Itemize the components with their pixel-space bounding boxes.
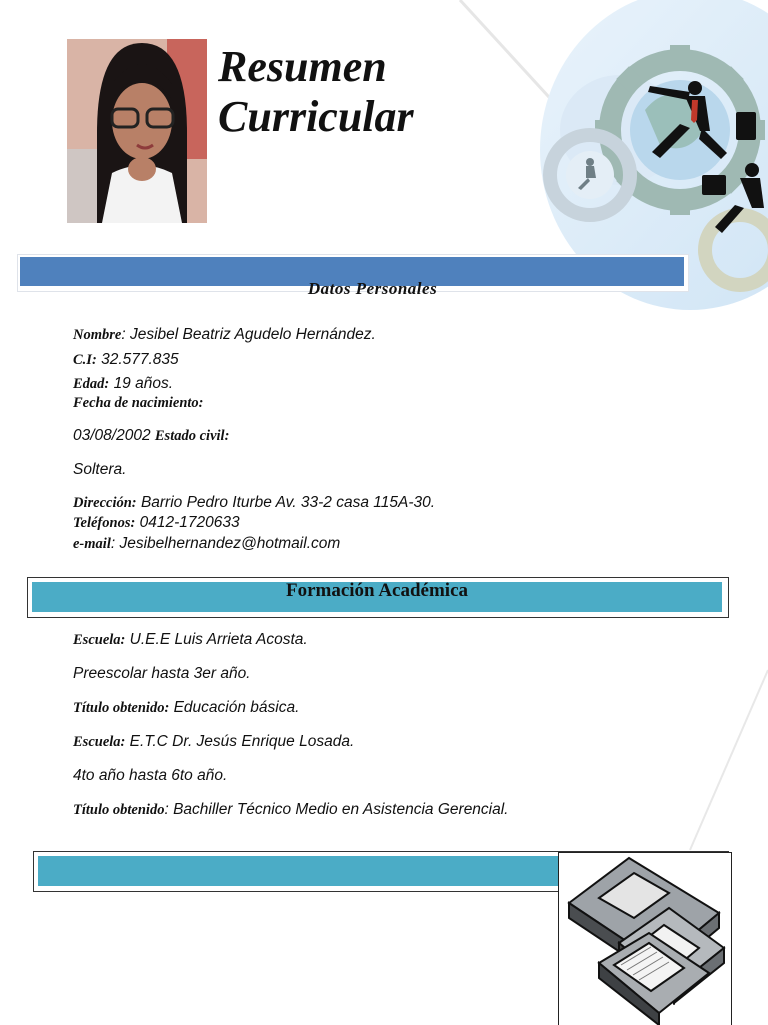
title1-value: Educación básica. bbox=[173, 699, 300, 716]
birth-label: Fecha de nacimiento: bbox=[73, 395, 204, 411]
birth-value: 03/08/2002 bbox=[73, 427, 151, 444]
third-section-bar bbox=[38, 856, 566, 886]
floppy-icon bbox=[559, 853, 731, 1025]
phone-label: Teléfonos: bbox=[73, 515, 136, 531]
address-value: Barrio Pedro Iturbe Av. 33-2 casa 115A-30. bbox=[140, 494, 436, 511]
school1-label: Escuela: bbox=[73, 632, 126, 648]
school2-line bbox=[73, 733, 354, 751]
title2-label: Título obtenido bbox=[73, 802, 165, 818]
school1-value: U.E.E Luis Arrieta Acosta. bbox=[129, 631, 308, 648]
email-label: e-mail bbox=[73, 536, 111, 552]
civil-value: Soltera. bbox=[73, 461, 127, 478]
ci-label: C.I: bbox=[73, 352, 97, 368]
address-line bbox=[73, 494, 435, 512]
civil-label: Estado civil: bbox=[154, 428, 230, 444]
civil-value-line bbox=[73, 461, 126, 479]
ci-line bbox=[73, 351, 179, 369]
decorative-line bbox=[680, 660, 768, 860]
school1-line bbox=[73, 631, 308, 649]
name-line: Nombre: Jesibel Beatriz Agudelo Hernández. bbox=[73, 326, 376, 343]
birth-civil-line bbox=[73, 427, 229, 445]
ci-value: 32.577.835 bbox=[101, 351, 179, 368]
title2-line: Título obtenido: Bachiller Técnico Medio en Asistencia Gerencial. bbox=[73, 801, 509, 818]
name-label: Nombre bbox=[73, 327, 122, 343]
title-line-1: Resumen bbox=[218, 42, 387, 91]
age-label: Edad: bbox=[73, 376, 110, 392]
profile-photo bbox=[67, 39, 207, 223]
school1-range: Preescolar hasta 3er año. bbox=[73, 665, 251, 682]
phone-line bbox=[73, 514, 240, 532]
floppy-disks-clipart bbox=[558, 852, 732, 1025]
school2-label: Escuela: bbox=[73, 734, 126, 750]
document-title bbox=[218, 42, 414, 142]
title1-line bbox=[73, 699, 299, 717]
phone-value: 0412-1720633 bbox=[139, 514, 240, 531]
title-line-2: Curricular bbox=[218, 92, 414, 141]
title2-value: Bachiller Técnico Medio en Asistencia Gerencial. bbox=[173, 801, 509, 818]
title1-label: Título obtenido: bbox=[73, 700, 170, 716]
birth-label-line bbox=[73, 394, 204, 412]
school2-value: E.T.C Dr. Jesús Enrique Losada. bbox=[129, 733, 355, 750]
personal-section-title: Datos Personales bbox=[307, 279, 438, 298]
school2-range-line bbox=[73, 767, 227, 785]
address-label: Dirección: bbox=[73, 495, 137, 511]
education-section-title: Formación Académica bbox=[285, 580, 469, 601]
name-value: Jesibel Beatriz Agudelo Hernández. bbox=[129, 326, 376, 343]
school2-range: 4to año hasta 6to año. bbox=[73, 767, 228, 784]
email-line: e-mail: Jesibelhernandez@hotmail.com bbox=[73, 535, 341, 552]
age-line bbox=[73, 375, 173, 393]
school1-range-line bbox=[73, 665, 251, 683]
age-value: 19 años. bbox=[113, 375, 174, 392]
email-value: Jesibelhernandez@hotmail.com bbox=[119, 535, 341, 552]
